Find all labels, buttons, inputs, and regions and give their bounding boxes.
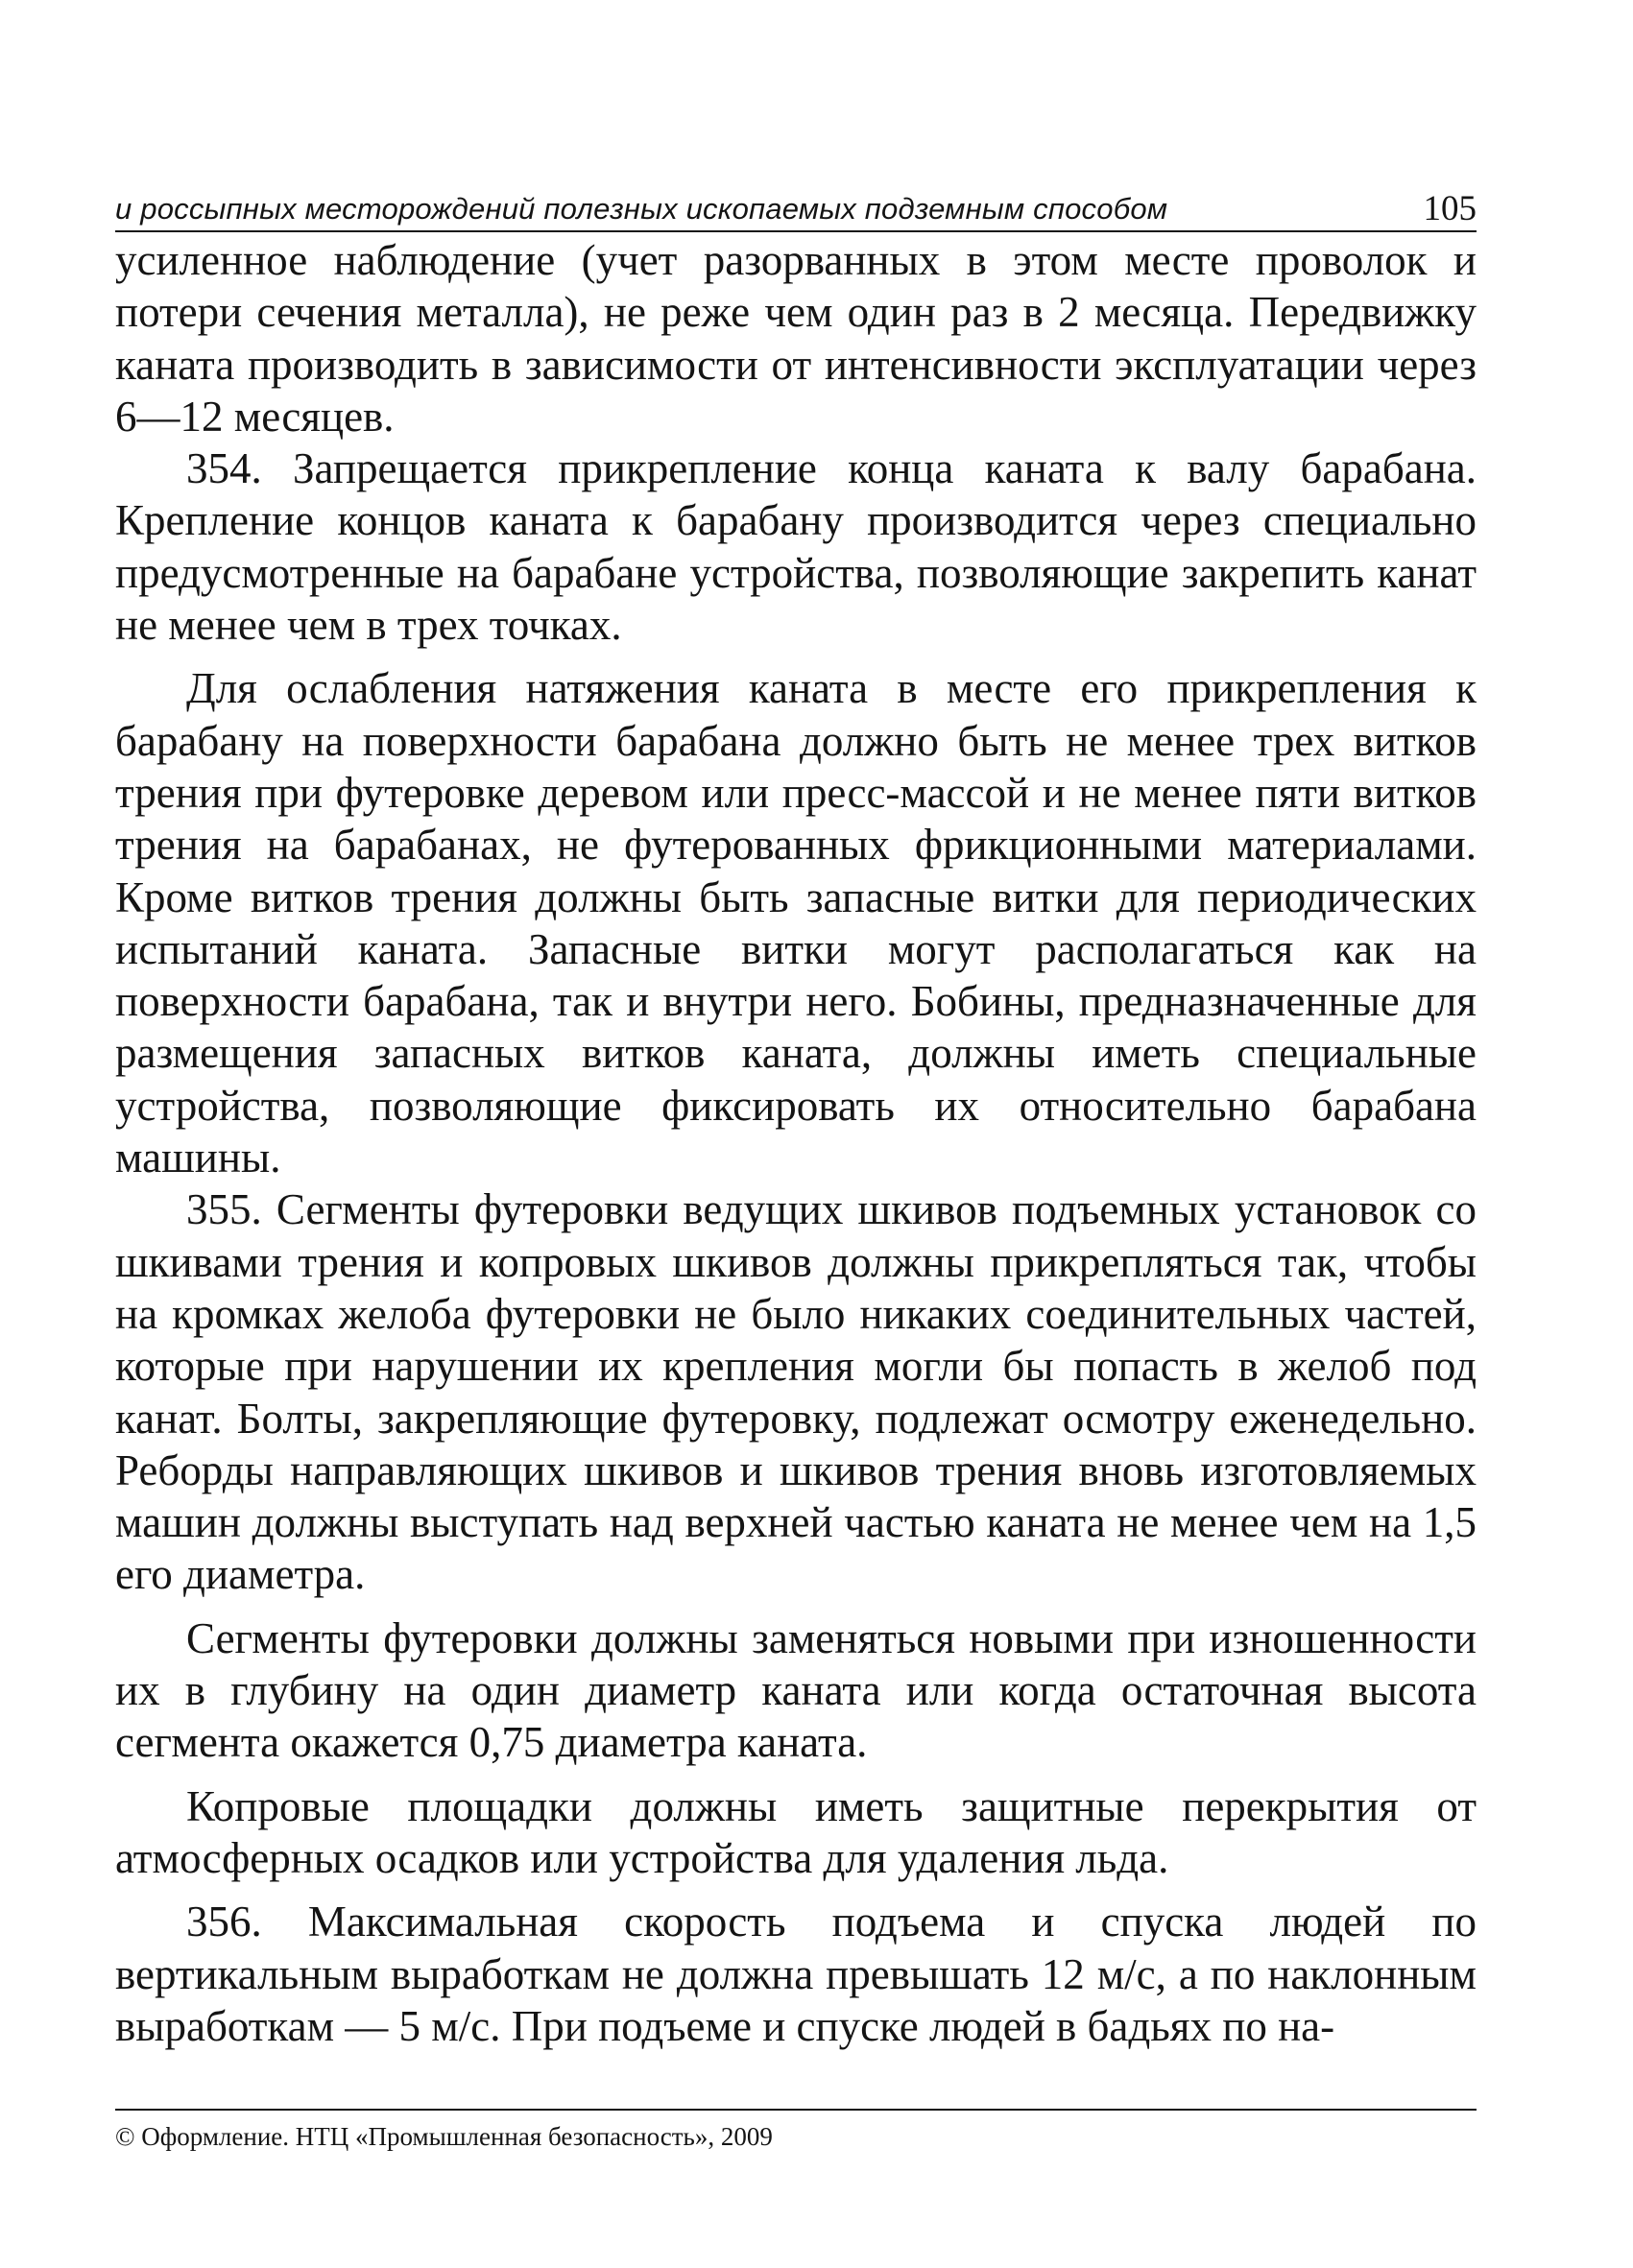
paragraph-drum-friction-turns: Для ослабления натяжения каната в месте его прикрепления к барабану на поверхности барабана должно быть не менее трех витков трения при футеровке деревом или пресс-массой и не менее пяти витков трения на барабанах, не футерованных фрикционными материалами. Кроме витков трения должны быть запасные витки для периодических испытаний каната. Запасные витки могут располагаться как на поверхности барабана, так и внутри него. Бобины, предназначенные для размещения запасных витков каната, должны иметь специальные устройства, позволяющие фиксировать их относительно барабана машины.	[115, 664, 1477, 1182]
page-number: 105	[1423, 189, 1477, 228]
paragraph-356: 356. Максимальная скорость подъема и спуска людей по вертикальным выработкам не должна превышать 12 м/с, а по наклонным выработкам — 5 м/с. При подъеме и спуске людей в бадьях по на-	[115, 1898, 1477, 2050]
page-footer	[115, 2109, 1477, 2152]
paragraph-headframe-platforms: Копровые площадки должны иметь защитные перекрытия от атмосферных осадков или устройства для удаления льда.	[115, 1781, 1477, 1882]
running-title: и россыпных месторождений полезных ископаемых подземным способом	[115, 192, 1168, 226]
paragraph-segment-replacement: Сегменты футеровки должны заменяться новыми при изношенности их в глубину на один диаметр каната или когда остаточная высота сегмента окажется 0,75 диаметра каната.	[115, 1613, 1477, 1767]
copyright-notice: © Оформление. НТЦ «Промышленная безопасность», 2009	[115, 2122, 773, 2151]
paragraph-354: 354. Запрещается прикрепление конца каната к валу барабана. Крепление концов каната к барабану производится через специально предусмотренные на барабане устройства, позволяющие закрепить канат не менее чем в трех точках.	[115, 444, 1477, 650]
body-text	[115, 234, 1477, 2052]
paragraph-355: 355. Сегменты футеровки ведущих шкивов подъемных установок со шкивами трения и копровых шкивов должны прикрепляться так, чтобы на кромках желоба футеровки не было никаких соединительных частей, которые при нарушении их крепления могли бы попасть в желоб под канат. Болты, закрепляющие футеровку, подлежат осмотру еженедельно. Реборды направляющих шкивов и шкивов трения вновь изготовляемых машин должны выступать над верхней частью каната не менее чем на 1,5 его диаметра.	[115, 1185, 1477, 1599]
running-header	[115, 182, 1477, 232]
paragraph-continuation: усиленное наблюдение (учет разорванных в этом месте проволок и потери сечения металла), не реже чем один раз в 2 месяца. Передвижку каната производить в зависимости от интенсивности эксплуатации через 6—12 месяцев.	[115, 236, 1477, 441]
book-page	[115, 182, 1477, 2052]
